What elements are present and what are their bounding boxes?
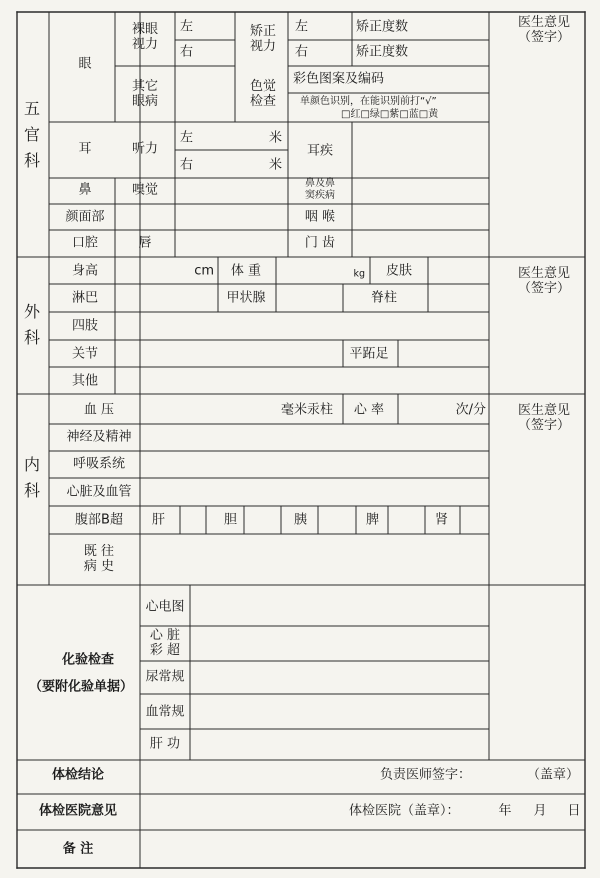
color-pattern-label: 彩色图案及编码	[293, 71, 385, 87]
smell-label: 嗅觉	[131, 182, 159, 198]
spleen-label: 脾	[366, 512, 380, 528]
hearing-right-unit: 米	[268, 157, 282, 173]
gallbladder-label: 胆	[224, 512, 238, 528]
liver-function-label: 肝 功	[149, 736, 181, 752]
lab-subtitle: （要附化验单据）	[28, 679, 134, 695]
naked-vision-label: 裸眼 视力	[131, 22, 159, 52]
month-label: 月	[533, 803, 547, 819]
section-waike: 外 科	[23, 302, 41, 347]
liver-label: 肝	[152, 512, 166, 528]
lip-label: 唇	[138, 235, 152, 251]
mono-color-label: 单颜色识别，在能识别前打“√”	[300, 96, 437, 107]
hearing-label: 听力	[131, 141, 159, 157]
hr-unit: 次/分	[455, 402, 486, 418]
throat-label: 咽 喉	[304, 209, 336, 225]
other-eye-disease-label: 其它 眼病	[131, 79, 159, 109]
naked-right-label: 右	[180, 44, 194, 60]
corrected-left-label: 左	[295, 19, 309, 35]
bp-unit: 毫米汞柱	[280, 402, 333, 418]
signer-label: 负责医师签字：	[380, 767, 472, 783]
conclusion-label: 体检结论	[51, 767, 105, 783]
section-neike: 内 科	[23, 455, 41, 500]
spine-label: 脊柱	[370, 290, 398, 306]
hospital-stamp-label: 体检医院（盖章）：	[349, 803, 460, 819]
echo-label: 心 脏 彩 超	[149, 628, 181, 658]
eye-label: 眼	[78, 56, 92, 72]
height-label: 身高	[71, 263, 99, 279]
nose-label: 鼻	[78, 182, 92, 198]
joints-label: 关节	[71, 346, 99, 362]
lymph-label: 淋巴	[71, 290, 99, 306]
limbs-label: 四肢	[71, 318, 99, 334]
color-options-label: □红□绿□紫□蓝□黄	[341, 109, 439, 120]
year-label: 年	[498, 803, 512, 819]
remark-label: 备 注	[62, 841, 94, 857]
doctor-opinion-waike: 医生意见 （签字）	[517, 266, 571, 296]
corrected-degree-label-1: 矫正度数	[356, 19, 409, 35]
hr-label: 心 率	[353, 402, 385, 418]
lab-title: 化验检查	[61, 652, 115, 668]
ear-label: 耳	[78, 141, 92, 157]
color-check-label: 色觉 检查	[249, 79, 277, 109]
weight-unit: kg	[353, 268, 365, 280]
hearing-left-label: 左	[180, 130, 194, 146]
face-label: 颜面部	[65, 209, 105, 225]
hospital-opinion-label: 体检医院意见	[38, 803, 118, 819]
flatfoot-label: 平跖足	[349, 346, 389, 362]
bp-label: 血 压	[83, 402, 115, 418]
sinus-disease-label: 鼻及鼻 窦疾病	[305, 178, 335, 201]
doctor-opinion-wuguan: 医生意见 （签字）	[517, 15, 571, 45]
naked-left-label: 左	[180, 19, 194, 35]
ecg-label: 心电图	[145, 599, 185, 615]
corrected-degree-label-2: 矫正度数	[356, 44, 409, 60]
blood-label: 血常规	[145, 704, 185, 720]
weight-label: 体 重	[230, 263, 262, 279]
mouth-label: 口腔	[71, 235, 99, 251]
b-ultrasound-label: 腹部B超	[75, 512, 123, 528]
thyroid-label: 甲状腺	[226, 290, 266, 306]
day-label: 日	[567, 803, 581, 819]
history-label: 既 往 病 史	[83, 544, 115, 574]
teeth-label: 门 齿	[304, 235, 336, 251]
skin-label: 皮肤	[385, 263, 413, 279]
other-label: 其他	[71, 373, 99, 389]
ear-disease-label: 耳疾	[306, 143, 334, 159]
doctor-opinion-neike: 医生意见 （签字）	[517, 403, 571, 433]
section-wuguan: 五 官 科	[23, 99, 41, 170]
corrected-vision-label: 矫正 视力	[249, 24, 277, 54]
resp-label: 呼吸系统	[72, 456, 126, 472]
cardio-label: 心脏及血管	[66, 484, 132, 500]
corrected-right-label: 右	[295, 44, 309, 60]
neuro-label: 神经及精神	[66, 429, 132, 445]
stamp-label: （盖章）	[526, 767, 580, 783]
height-unit: cm	[194, 263, 214, 279]
hearing-right-label: 右	[180, 157, 194, 173]
pancreas-label: 胰	[294, 512, 308, 528]
urine-label: 尿常规	[145, 669, 185, 685]
kidney-label: 肾	[435, 512, 449, 528]
hearing-left-unit: 米	[268, 130, 282, 146]
